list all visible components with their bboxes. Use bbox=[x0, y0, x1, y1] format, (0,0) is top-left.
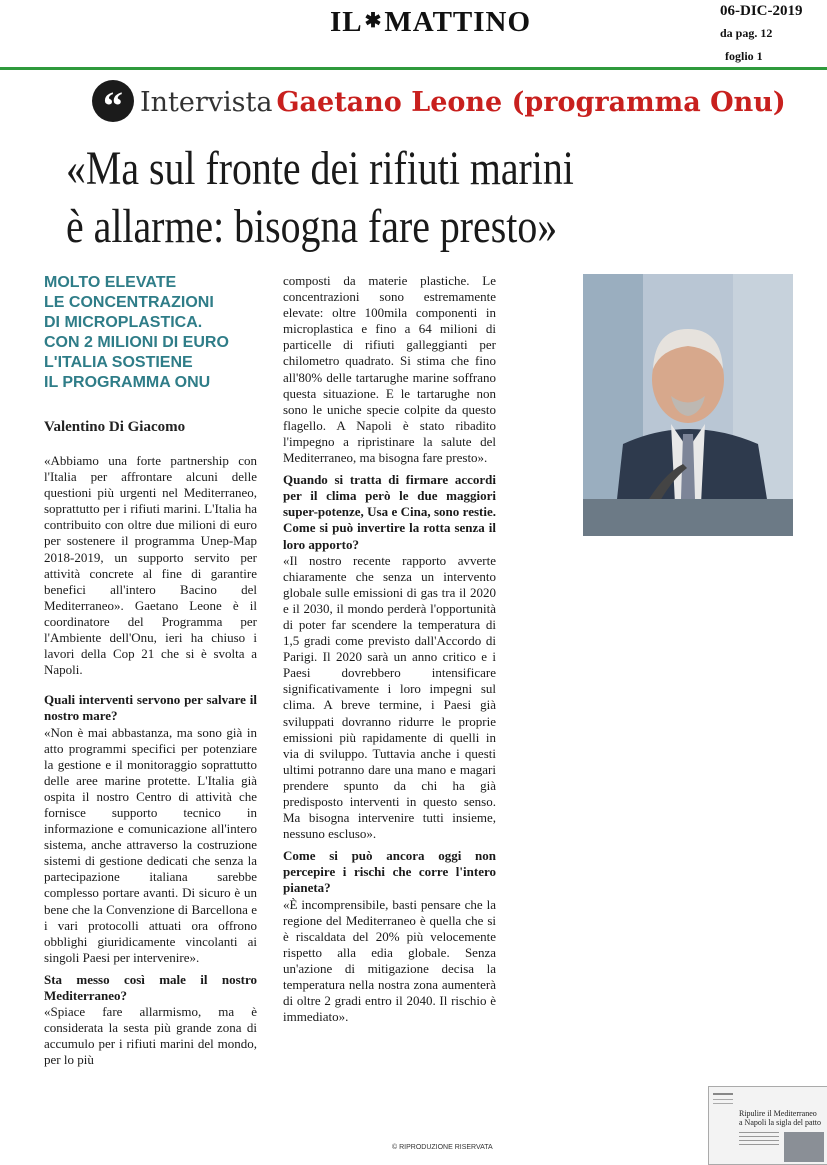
headline-line-1: «Ma sul fronte dei rifiuti marini bbox=[66, 142, 574, 195]
sheet-reference: foglio 1 bbox=[725, 49, 763, 63]
question: Sta messo così male il nostro Mediterraneo? bbox=[44, 971, 257, 1003]
copyright-notice: © RIPRODUZIONE RISERVATA bbox=[392, 1144, 493, 1151]
thumbnail-layout bbox=[709, 1087, 827, 1164]
masthead-right: MATTINO bbox=[384, 6, 532, 38]
kicker-name: Gaetano Leone (programma Onu) bbox=[276, 87, 786, 118]
portrait-illustration bbox=[583, 274, 793, 536]
question: Come si può ancora oggi non percepire i rischi che corre l'intero pianeta? bbox=[283, 848, 496, 896]
deck-line: IL PROGRAMMA ONU bbox=[44, 374, 211, 391]
deck-line: DI MICROPLASTICA. bbox=[44, 314, 203, 331]
publication-date: 06-DIC-2019 bbox=[720, 3, 803, 19]
header-divider bbox=[0, 67, 827, 70]
deck-line: CON 2 MILIONI DI EURO bbox=[44, 334, 229, 351]
headline bbox=[66, 140, 647, 256]
portrait-photo bbox=[583, 274, 793, 536]
answer: «Il nostro recente rapporto avverte chiaramente che senza un intervento globale sulle emissioni di gas tra il 2020 e il 2030, il mondo perderà l'opportunità di poter far scendere la temperatura di 1,5 gradi come previsto dall'Accordo di Parigi. Il 2020 sarà un anno critico e i Paesi dovrebbero intensificare significativamente i loro impegni sul clima. A breve termine, i Paesi già sviluppati dovranno ridurre le proprie emissioni più rapidamente di quelli in via di sviluppo. Tuttavia anche i questi ultimi potranno dare una mano e magari prendere spunto da chi ha già predisposto interventi in questo senso. Ma bisogna intervenire tutti insieme, nessuno escluso». bbox=[283, 552, 496, 842]
answer: «È incomprensibile, basti pensare che la regione del Mediterraneo è quella che si è riscaldata del 20% più velocemente rispetto alla edia globale. Senza un'azione di mitigazione decisa la temperatura nella nostra zona aumenterà di oltre 2 gradi entro il 2040. Il rischio è immediato». bbox=[283, 896, 496, 1025]
deck-line: L'ITALIA SOSTIENE bbox=[44, 354, 193, 371]
question: Quando si tratta di firmare accordi per il clima però le due maggiori super-potenze, Usa e Cina, sono restie. Come si può invertire la rotta senza il loro apporto? bbox=[283, 472, 496, 552]
page-thumbnail bbox=[708, 1086, 827, 1165]
page-reference: da pag. 12 bbox=[720, 26, 773, 40]
intro-paragraph: «Abbiamo una forte partnership con l'Italia per affrontare alcuni delle questioni più urgenti nel Mediterraneo, soprattutto per i rifiuti marini. L'Italia ha contribuito con oltre due milioni di euro per sostenere il programma Unep-Map 2018-2019, un supporto servito per attività concrete al fine di garantire benefici all'intero Bacino del Mediterraneo». Gaetano Leone è il coordinatore del Programma per l'Ambiente dell'Onu, ieri ha chiuso i lavori della Cop 21 che si è svolta a Napoli. bbox=[44, 453, 257, 678]
kicker-label: Intervista bbox=[140, 87, 273, 118]
article-column-2 bbox=[283, 273, 496, 1143]
article-column-1 bbox=[44, 453, 257, 1138]
headline-line-2: è allarme: bisogna fare presto» bbox=[66, 200, 558, 253]
answer-continued: composti da materie plastiche. Le concentrazioni sono estremamente elevate: oltre 100mila componenti in microplastica e fino a 64 milioni di particelle di rifiuti galleggianti per chilometro quadrato. Si stima che fino all'80% delle tartarughe marine soffrano questa situazione. E le tartarughe non sono le uniche specie colpite da questo flagello. A Napoli è stato ribadito l'impegno a ripristinare la salute del Mediterraneo, ma bisogna fare presto». bbox=[283, 273, 496, 466]
deck-line: MOLTO ELEVATE bbox=[44, 274, 177, 291]
answer: «Spiace fare allarmismo, ma è considerata la sesta più grande zona di accumulo per i rifiuti marini del mondo, per lo più bbox=[44, 1004, 257, 1068]
quote-bubble-icon: “ bbox=[92, 80, 134, 122]
rooster-emblem-icon: ✱ bbox=[364, 10, 383, 32]
question: Quali interventi servono per salvare il nostro mare? bbox=[44, 692, 257, 724]
deck-summary bbox=[44, 273, 259, 393]
interview-kicker bbox=[92, 80, 786, 128]
answer: «Non è mai abbastanza, ma sono già in atto programmi specifici per potenziare la gestione e il monitoraggio soprattutto delle aree marine protette. L'Italia già ospita il nostro Centro di attività che fornisce supporto tecnico in informazione e comunicazione all'intero sistema, anche attraverso la costruzione sistemi di gestione dedicati che senza la partecipazione italiana sarebbe complesso portare avanti. Di sicuro è un bene che la Convenzione di Barcellona e i vari protocolli attuati ora offrono obblighi giuridicamente vincolanti ai singoli Paesi per intervenire». bbox=[44, 724, 257, 965]
newspaper-masthead bbox=[330, 6, 531, 39]
masthead-left: IL bbox=[330, 6, 363, 38]
thumbnail-headline: Ripulire il Mediterraneo a Napoli la sigla del patto bbox=[739, 1109, 821, 1127]
byline: Valentino Di Giacomo bbox=[44, 419, 186, 435]
deck-line: LE CONCENTRAZIONI bbox=[44, 294, 214, 311]
